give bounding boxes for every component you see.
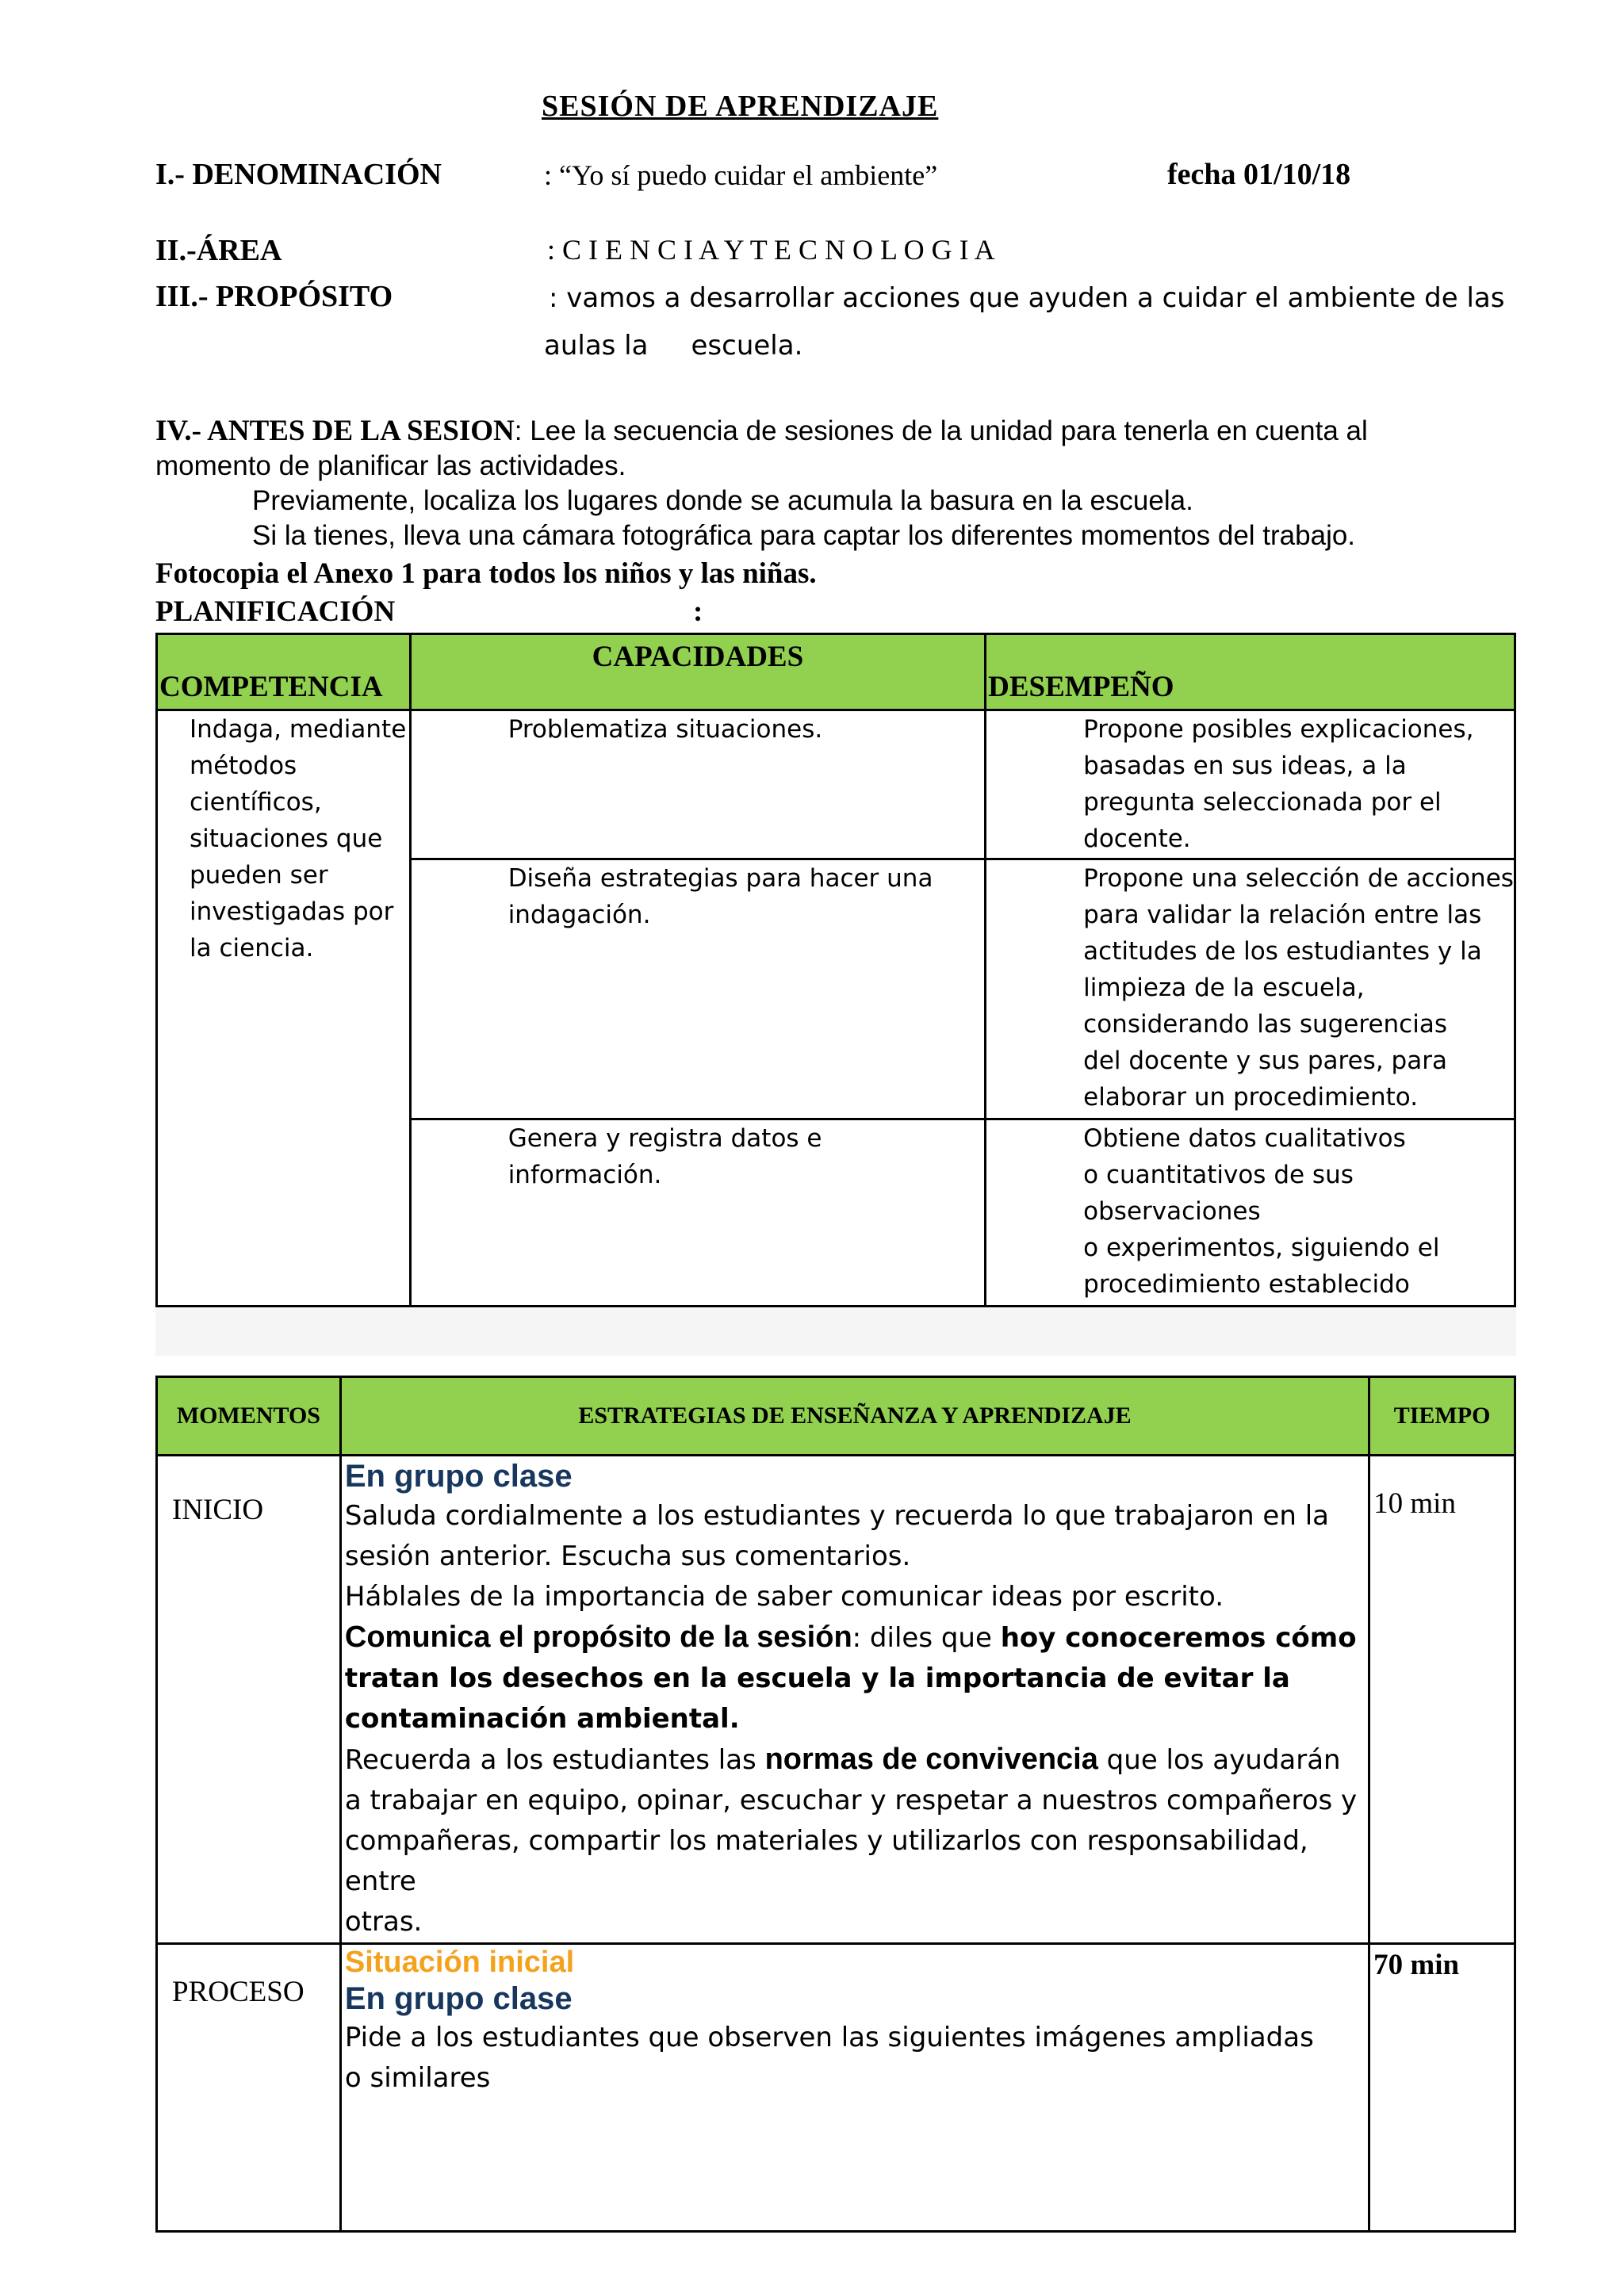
- header-competencia-text: COMPETENCIA: [159, 671, 383, 703]
- proceso-label: PROCESO: [172, 1976, 304, 2008]
- competencia-line: científicos,: [190, 788, 322, 817]
- capacidad-cell: [410, 1119, 985, 1307]
- antes-section: [155, 414, 1519, 449]
- desempeno-line: para validar la relación entre las: [1083, 901, 1482, 929]
- capacidad-line: Diseña estrategias para hacer una: [508, 864, 933, 893]
- proceso-line: o similares: [344, 2062, 491, 2094]
- desempeno-line: o cuantitativos de sus: [1083, 1161, 1354, 1189]
- antes-line1: : Lee la secuencia de sesiones de la unidad para tenerla en cuenta al: [514, 415, 1368, 446]
- denominacion-label: I.- DENOMINACIÓN: [155, 158, 442, 191]
- antes-line2: momento de planificar las actividades.: [155, 450, 626, 481]
- inicio-line: otras.: [344, 1906, 423, 1938]
- desempeno-line: Obtiene datos cualitativos: [1083, 1124, 1406, 1153]
- inicio-line: a trabajar en equipo, opinar, escuchar y respetar a nuestros compañeros y: [344, 1785, 1358, 1816]
- inicio-strategies-cell: [340, 1456, 1369, 1944]
- header-capacidades-text: CAPACIDADES: [592, 641, 804, 673]
- inicio-proposito-b1: hoy conoceremos cómo: [1000, 1622, 1357, 1654]
- competencia-line: métodos: [190, 752, 297, 780]
- inicio-normas-pre: Recuerda a los estudiantes las: [344, 1744, 765, 1776]
- inicio-heading: En grupo clase: [344, 1459, 573, 1494]
- desempeno-cell: [986, 710, 1515, 859]
- desempeno-line: Propone posibles explicaciones,: [1083, 715, 1474, 744]
- inicio-normas-bold: normas de convivencia: [764, 1743, 1098, 1776]
- desempeno-cell: [986, 1119, 1515, 1307]
- area-label: II.-ÁREA: [155, 234, 282, 267]
- antes-label: IV.- ANTES DE LA SESION: [155, 415, 515, 447]
- inicio-line: Saluda cordialmente a los estudiantes y recuerda lo que trabajaron en la: [344, 1500, 1329, 1532]
- inicio-normas-line: [345, 1739, 1365, 1781]
- proceso-line: Pide a los estudiantes que observen las siguientes imágenes ampliadas: [344, 2022, 1314, 2053]
- capacidad-line: indagación.: [508, 901, 651, 929]
- proceso-time: 70 min: [1373, 1949, 1460, 1981]
- inicio-line: sesión anterior. Escucha sus comentarios.: [344, 1540, 911, 1572]
- proceso-time-cell: [1369, 1944, 1515, 2232]
- desempeno-line: basadas en sus ideas, a la: [1083, 752, 1407, 780]
- fotocopia-note: Fotocopia el Anexo 1 para todos los niños y las niñas.: [155, 557, 817, 590]
- inicio-normas-post: que los ayudarán: [1097, 1744, 1341, 1776]
- header-competencia: [157, 634, 411, 710]
- desempeno-line: procedimiento establecido: [1083, 1270, 1410, 1299]
- desempeno-line: limpieza de la escuela,: [1083, 974, 1365, 1002]
- proposito-line2: aulas la escuela.: [544, 330, 803, 362]
- desempeno-line: pregunta seleccionada por el: [1083, 788, 1442, 817]
- header-estrategias: ESTRATEGIAS DE ENSEÑANZA Y APRENDIZAJE: [340, 1377, 1369, 1456]
- inicio-time-cell: [1369, 1456, 1515, 1944]
- header-desempeno: [986, 634, 1515, 710]
- header-tiempo: TIEMPO: [1369, 1377, 1515, 1456]
- fecha: fecha 01/10/18: [1167, 158, 1351, 191]
- capacidad-cell: [410, 859, 985, 1119]
- moments-table: [155, 1376, 1516, 2233]
- inicio-label: INICIO: [172, 1494, 264, 1526]
- inicio-time: 10 min: [1373, 1487, 1456, 1520]
- competencia-line: la ciencia.: [190, 934, 314, 962]
- competencia-cell: [157, 710, 411, 1307]
- desempeno-line: o experimentos, siguiendo el: [1083, 1234, 1440, 1262]
- proceso-moment-cell: [157, 1944, 341, 2232]
- header-momentos: MOMENTOS: [157, 1377, 341, 1456]
- desempeno-line: docente.: [1083, 825, 1191, 853]
- capacidad-line: información.: [508, 1161, 662, 1189]
- inicio-line: compañeras, compartir los materiales y utilizarlos con responsabilidad, entre: [344, 1825, 1308, 1897]
- antes-line4: Si la tienes, lleva una cámara fotográfica para captar los diferentes momentos del trabajo.: [252, 520, 1356, 551]
- planificacion-colon: :: [693, 595, 703, 628]
- planning-table: [155, 633, 1516, 1307]
- capacidad-line: Genera y registra datos e: [508, 1124, 822, 1153]
- competencia-line: pueden ser: [190, 861, 328, 890]
- desempeno-line: observaciones: [1083, 1197, 1261, 1226]
- inicio-proposito-bold: Comunica el propósito de la sesión: [344, 1621, 852, 1654]
- proposito-line1: : vamos a desarrollar acciones que ayuden a cuidar el ambiente de las: [549, 282, 1505, 314]
- desempeno-line: elaborar un procedimiento.: [1083, 1083, 1419, 1112]
- header-desempeno-text: DESEMPEÑO: [988, 671, 1174, 703]
- desempeno-line: del docente y sus pares, para: [1083, 1047, 1447, 1075]
- proceso-heading: En grupo clase: [344, 1981, 573, 2016]
- proceso-strategies-cell: [340, 1944, 1369, 2232]
- antes-line3: Previamente, localiza los lugares donde se acumula la basura en la escuela.: [252, 485, 1193, 516]
- planificacion-label: PLANIFICACIÓN: [155, 595, 396, 628]
- area-value: : C I E N C I A Y T E C N O L O G I A: [547, 234, 995, 266]
- header-capacidades: [410, 634, 985, 710]
- proposito-label: III.- PROPÓSITO: [155, 280, 393, 313]
- desempeno-line: considerando las sugerencias: [1083, 1010, 1447, 1039]
- denominacion-value: : “Yo sí puedo cuidar el ambiente”: [544, 159, 938, 191]
- capacidad-line: Problematiza situaciones.: [508, 715, 823, 744]
- competencia-line: Indaga, mediante: [190, 715, 407, 744]
- page-title: SESIÓN DE APRENDIZAJE: [542, 90, 939, 123]
- inicio-proposito-line: [345, 1617, 1365, 1659]
- competencia-line: investigadas por: [190, 897, 394, 926]
- capacidad-cell: [410, 710, 985, 859]
- desempeno-cell: [986, 859, 1515, 1119]
- inicio-moment-cell: [157, 1456, 341, 1944]
- inicio-proposito-b3: contaminación ambiental.: [344, 1703, 740, 1735]
- proceso-situacion: Situación inicial: [344, 1946, 575, 1979]
- inicio-proposito-rest: : diles que: [852, 1622, 1001, 1654]
- inicio-proposito-b2: tratan los desechos en la escuela y la importancia de evitar la: [344, 1663, 1290, 1694]
- desempeno-line: Propone una selección de acciones: [1083, 864, 1514, 893]
- separator-band: [155, 1308, 1516, 1356]
- inicio-line: Háblales de la importancia de saber comunicar ideas por escrito.: [344, 1581, 1224, 1613]
- desempeno-line: actitudes de los estudiantes y la: [1083, 937, 1482, 966]
- competencia-line: situaciones que: [190, 825, 383, 853]
